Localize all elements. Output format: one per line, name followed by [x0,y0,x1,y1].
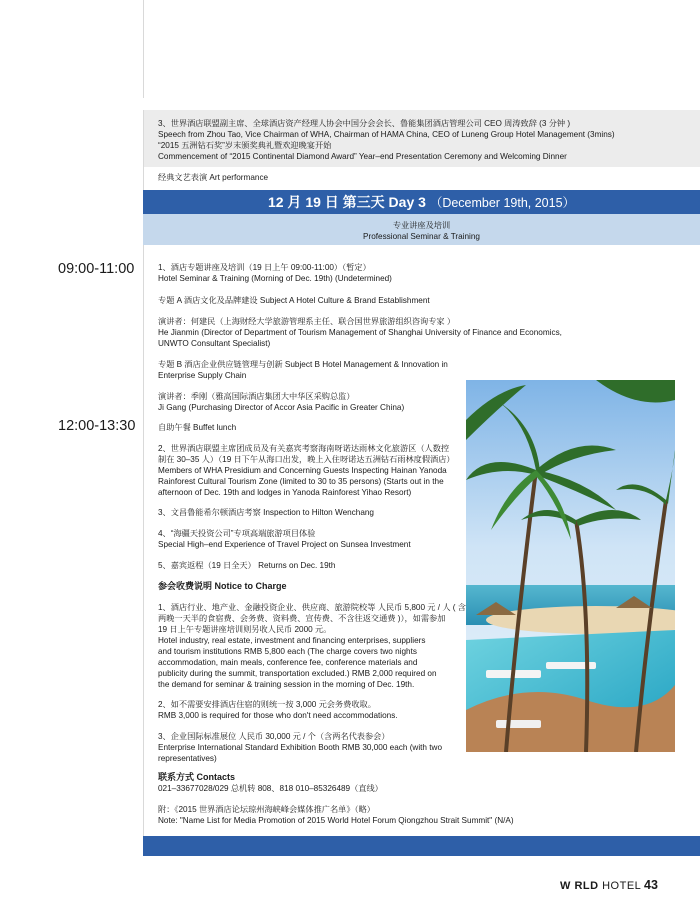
top-rule [143,0,144,98]
fee-2-en: RMB 3,000 is required for those who don't need accommodations. [158,711,398,720]
contacts-phone: 021–33677028/029 总机转 808、818 010–85326489（直线） [158,784,383,793]
fee-1-en-1: Hotel industry, real estate, investment and financing enterprises, suppliers [158,636,426,645]
speech-en: Speech from Zhou Tao, Vice Chairman of WHA, Chairman of HAMA China, CEO of Luneng Group Hotel Management (3mins) [158,130,615,139]
fee-1-en-3: accommodation, main meals, conference fee, conference materials and [158,658,418,667]
item-4-cn: 4、“海疆天投资公司”专项高端旅游项目体验 [158,529,316,538]
fee-1-cn-2: 两晚一天半的食宿费、会务费、资料费、宣传费、不含往返交通费 )），如需参加 [158,614,446,623]
item-3: 3、文昌鲁能希尔顿酒店考察 Inspection to Hilton Wenchang [158,508,374,517]
fee-1-en-4: publicity during the summit, transportation excluded.) RMB 2,000 required on [158,669,437,678]
speaker-2-cn: 演讲者：季刚（雅高国际酒店集团大中华区采购总监） [158,392,355,401]
seminar-title-cn: 专业讲座及培训 [392,221,451,230]
ceremony-cn: “2015 五洲钻石奖”岁末颁奖典礼暨欢迎晚宴开始 [158,141,332,150]
day-3-date: （December 19th, 2015） [429,196,576,210]
item-2-cn-cont: 制在 30–35 人）（19 日下午从海口出发，晚上入住呀诺达五洲钻石雨林度假酒店） [158,455,455,464]
logo-world: W RLD [560,880,599,892]
item-5: 5、嘉宾返程（19 日全天） Returns on Dec. 19th [158,561,336,570]
day-3-header [143,190,700,214]
speaker-2-en: Ji Gang (Purchasing Director of Accor Asia Pacific in Greater China) [158,403,405,412]
bottom-band [143,836,700,856]
item-1-cn: 1、酒店专题讲座及培训（19 日上午 09:00-11:00）（暂定） [158,263,371,272]
fee-1-en-5: the demand for seminar & training session in the morning of Dec. 19th. [158,680,415,689]
page-number: 43 [644,878,658,892]
appendix-cn: 附：《2015 世界酒店论坛琼州海峡峰会媒体推广名单》（略） [158,805,375,814]
resort-pool-photo [466,380,675,752]
item-2-en-3: afternoon of Dec. 19th and lodges in Yanoda Rainforest Yihao Resort) [158,488,412,497]
fee-3-en-cont: representatives) [158,754,217,763]
art-performance: 经典文艺表演 Art performance [158,173,269,182]
seminar-subheader [143,214,700,245]
fee-2-cn: 2、如不需要安排酒店住宿的则统一按 3,000 元会务费收取。 [158,700,376,709]
speaker-1-en-cont: UNWTO Consultant Specialist) [158,339,271,348]
time-morning: 09:00-11:00 [58,261,135,277]
contacts-heading: 联系方式 Contacts [158,772,236,782]
item-4-en: Special High–end Experience of Travel Project on Sunsea Investment [158,540,411,549]
speech-cn: 3、世界酒店联盟副主席、全球酒店资产经理人协会中国分会会长、鲁能集团酒店管理公司 CEO 周涛致辞 (3 分钟 ) [158,119,571,128]
subject-b: 专题 B 酒店企业供应链管理与创新 Subject B Hotel Management & Innovation in [158,360,448,369]
logo-hotel: HOTEL [602,880,642,892]
ceremony-en: Commencement of “2015 Continental Diamond Award” Year–end Presentation Ceremony and Welcoming Dinner [158,152,567,161]
fee-1-en-2: and tourism institutions RMB 5,800 each (The charge covers two nights [158,647,417,656]
subject-b-cont: Enterprise Supply Chain [158,371,247,380]
fee-1-cn-1: 1、酒店行业、地产业、金融投资企业、供应商、旅游院校等 人民币 5,800 元 / 人 ( 含 [158,603,466,612]
buffet-lunch: 自助午餐 Buffet lunch [158,423,237,432]
fees-heading: 参会收费说明 Notice to Charge [158,581,287,591]
fee-3-en: Enterprise International Standard Exhibition Booth RMB 30,000 each (with two [158,743,442,752]
item-2-cn: 2、世界酒店联盟主席团成员及有关嘉宾考察海南呀诺达雨林文化旅游区（人数控 [158,444,450,453]
world-hotel-logo [560,880,641,892]
speaker-1-cn: 演讲者：何建民（上海财经大学旅游管理系主任、联合国世界旅游组织咨询专家 ） [158,317,456,326]
item-2-en-1: Members of WHA Presidium and Concerning Guests Inspecting Hainan Yanoda [158,466,447,475]
subject-a: 专题 A 酒店文化及品牌建设 Subject A Hotel Culture & Brand Establishment [158,296,430,305]
fee-3-cn: 3、企业国际标准展位 人民币 30,000 元 / 个（含两名代表参会） [158,732,390,741]
seminar-title-en: Professional Seminar & Training [363,232,480,241]
time-noon: 12:00-13:30 [58,418,136,434]
day-3-title: 12 月 19 日 第三天 Day 3 [267,194,426,210]
item-1-en: Hotel Seminar & Training (Morning of Dec. 19th) (Undetermined) [158,274,392,283]
speaker-1-en: He Jianmin (Director of Department of Tourism Management of Shanghai University of Finance and Economics, [158,328,562,337]
appendix-en: Note: "Name List for Media Promotion of 2015 World Hotel Forum Qiongzhou Strait Summit" (N/A) [158,816,514,825]
fee-1-cn-3: 19 日上午专题讲座培训则另收人民币 2000 元。 [158,625,332,634]
item-2-en-2: Rainforest Cultural Tourism Zone (limited to 30 to 35 persons) (Starts out in the [158,477,444,486]
